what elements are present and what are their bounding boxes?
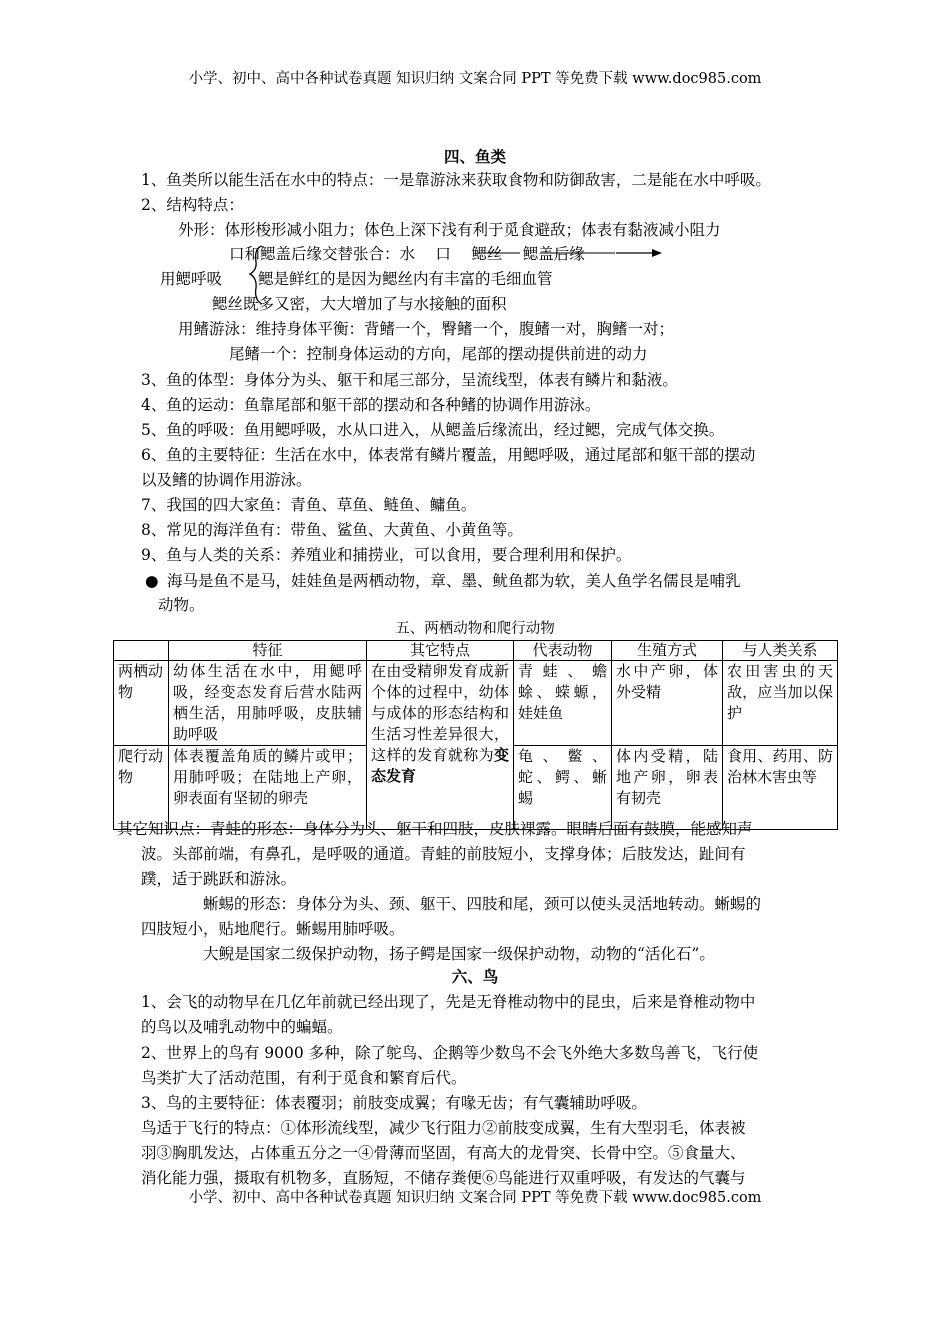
other-traits-text: 在由受精卵发育成新个体的过程中，幼体与成体的形态结构和生活习性差异很大，这样的发育就称为 [371, 662, 509, 764]
row-label-cell: 爬行动物 [114, 746, 169, 830]
gill-arrow-head-shape [652, 249, 662, 257]
page-footer: 小学、初中、高中各种试卷真题 知识归纳 文案合同 PPT 等免费下载 www.doc985.com [188, 1190, 762, 1206]
fish-paragraph-5: 5、鱼的呼吸：鱼用鳃呼吸，水从口进入，从鳃盖后缘流出，经过鳃，完成气体交换。 [141, 421, 725, 439]
fish-fin-line-1: 用鳍游泳：维持身体平衡：背鳍一个，臀鳍一个，腹鳍一对，胸鳍一对； [178, 320, 675, 338]
lizard-line-b: 四肢短小，贴地爬行。蜥蜴用肺呼吸。 [141, 920, 405, 938]
table-header-cell: 生殖方式 [612, 641, 723, 661]
fish-gill-line-3: 鳃丝既多又密，大大增加了与水接触的面积 [212, 295, 507, 313]
table-header-cell: 代表动物 [514, 641, 612, 661]
section-title-fish: 四、鱼类 [443, 147, 506, 166]
fish-paragraph-6a: 6、鱼的主要特征：生活在水中，体表常有鳞片覆盖，用鳃呼吸，通过尾部和躯干部的摆动 [141, 446, 756, 464]
lizard-line-a: 蜥蜴的形态：身体分为头、颈、躯干、四肢和尾，颈可以使头灵活地转动。蜥蜴的 [203, 895, 762, 913]
fish-note-line-b: 动物。 [158, 596, 205, 614]
fish-paragraph-2: 2、结构特点： [141, 196, 244, 214]
frog-line-b: 波。头部前端，有鼻孔，是呼吸的通道。青蛙的前肢短小，支撑身体；后肢发达，趾间有 [141, 845, 746, 863]
fish-gill-label: 用鳃呼吸 [160, 270, 223, 288]
other-traits-cell [367, 661, 514, 830]
bullet-icon: ● [145, 572, 159, 590]
relation-cell: 食用、药用、防治林木害虫等 [723, 746, 838, 830]
table-header-row [114, 641, 838, 661]
bird-paragraph-1b: 的鸟以及哺乳动物中的蝙蝠。 [141, 1018, 343, 1036]
fish-gill-line-1: 口和鳃盖后缘交替张合：水 口 鳃丝 鳃盖后缘 [229, 245, 585, 263]
gill-brace-shape [250, 246, 262, 304]
amphibian-reptile-table [113, 640, 838, 830]
fish-gill-line-2: 鳃是鲜红的是因为鳃丝内有丰富的毛细血管 [258, 270, 553, 288]
fish-note-line-a [145, 570, 741, 592]
table-header-cell: 其它特点 [367, 641, 514, 661]
fish-paragraph-4: 4、鱼的运动：鱼靠尾部和躯干部的摆动和各种鳍的协调作用游泳。 [141, 396, 601, 414]
table-header-cell-empty [114, 641, 169, 661]
fish-note-text: 海马是鱼不是马，娃娃鱼是两栖动物，章、墨、鱿鱼都为软，美人鱼学名儒艮是哺乳 [167, 572, 741, 590]
representative-cell: 青蛙、蟾蜍、蝾螈，娃娃鱼 [514, 661, 612, 746]
fish-paragraph-9: 9、鱼与人类的关系：养殖业和捕捞业，可以食用，要合理利用和保护。 [141, 546, 632, 564]
fish-paragraph-3: 3、鱼的体型：身体分为头、躯干和尾三部分，呈流线型，体表有鳞片和黏液。 [141, 371, 678, 389]
fish-paragraph-6b: 以及鳍的协调作用游泳。 [141, 471, 312, 489]
representative-cell: 龟、鳖、蛇、鳄、蜥蜴 [514, 746, 612, 830]
fish-paragraph-8: 8、常见的海洋鱼有：带鱼、鲨鱼、大黄鱼、小黄鱼等。 [141, 521, 523, 539]
page-header: 小学、初中、高中各种试卷真题 知识归纳 文案合同 PPT 等免费下载 www.doc985.com [188, 71, 762, 87]
table-header-cell: 与人类关系 [723, 641, 838, 661]
fish-shape-line: 外形：体形梭形减小阻力；体色上深下浅有利于觅食避敌；体表有黏液减小阻力 [178, 221, 721, 239]
row-label-cell: 两栖动物 [114, 661, 169, 746]
frog-line-c: 蹼，适于跳跃和游泳。 [141, 870, 297, 888]
feature-cell: 幼体生活在水中，用鳃呼吸，经变态发育后营水陆两栖生活，用肺呼吸，皮肤辅助呼吸 [169, 661, 367, 746]
bird-paragraph-4b: 羽③胸肌发达，占体重五分之一④骨薄而坚固，有高大的龙骨突、长骨中空。⑤食量大、 [141, 1144, 746, 1162]
section-title-bird: 六、鸟 [451, 967, 499, 986]
bird-paragraph-4c: 消化能力强，摄取有机物多，直肠短，不储存粪便⑥鸟能进行双重呼吸，有发达的气囊与 [141, 1169, 746, 1187]
table-caption: 五、两栖动物和爬行动物 [395, 621, 555, 637]
bird-paragraph-2b: 鸟类扩大了活动范围，有利于觅食和繁育后代。 [141, 1069, 467, 1087]
bird-paragraph-2a: 2、世界上的鸟有 9000 多种，除了鸵鸟、企鹅等少数鸟不会飞外绝大多数鸟善飞，飞行使 [141, 1044, 759, 1062]
bird-paragraph-4a: 鸟适于飞行的特点：①体形流线型，减少飞行阻力②前肢变成翼，生有大型羽毛，体表被 [141, 1119, 746, 1137]
fish-paragraph-1: 1、鱼类所以能生活在水中的特点：一是靠游泳来获取食物和防御敌害，二是能在水中呼吸。 [141, 171, 771, 189]
table-row [114, 661, 838, 746]
relation-cell: 农田害虫的天敌，应当加以保护 [723, 661, 838, 746]
fish-fin-line-2: 尾鳍一个：控制身体运动的方向，尾部的摆动提供前进的动力 [229, 345, 648, 363]
protected-animals-line: 大鲵是国家二级保护动物，扬子鳄是国家一级保护动物，动物的“活化石”。 [203, 945, 715, 963]
frog-line-a: 其它知识点：青蛙的形态：身体分为头、躯干和四肢，皮肤裸露。眼睛后面有鼓膜，能感知声 [117, 820, 753, 838]
reproduction-cell: 水中产卵，体外受精 [612, 661, 723, 746]
feature-cell: 体表覆盖角质的鳞片或甲；用肺呼吸；在陆地上产卵，卵表面有坚韧的卵壳 [169, 746, 367, 830]
reproduction-cell: 体内受精，陆地产卵，卵表有韧壳 [612, 746, 723, 830]
fish-paragraph-7: 7、我国的四大家鱼：青鱼、草鱼、鲢鱼、鳙鱼。 [141, 496, 477, 514]
bird-paragraph-3: 3、鸟的主要特征：体表覆羽；前肢变成翼；有喙无齿；有气囊辅助呼吸。 [141, 1094, 647, 1112]
table-header-cell: 特征 [169, 641, 367, 661]
other-traits-bold: 变态发育 [371, 746, 509, 785]
bird-paragraph-1a: 1、会飞的动物早在几亿年前就已经出现了，先是无脊椎动物中的昆虫，后来是脊椎动物中 [141, 993, 756, 1011]
